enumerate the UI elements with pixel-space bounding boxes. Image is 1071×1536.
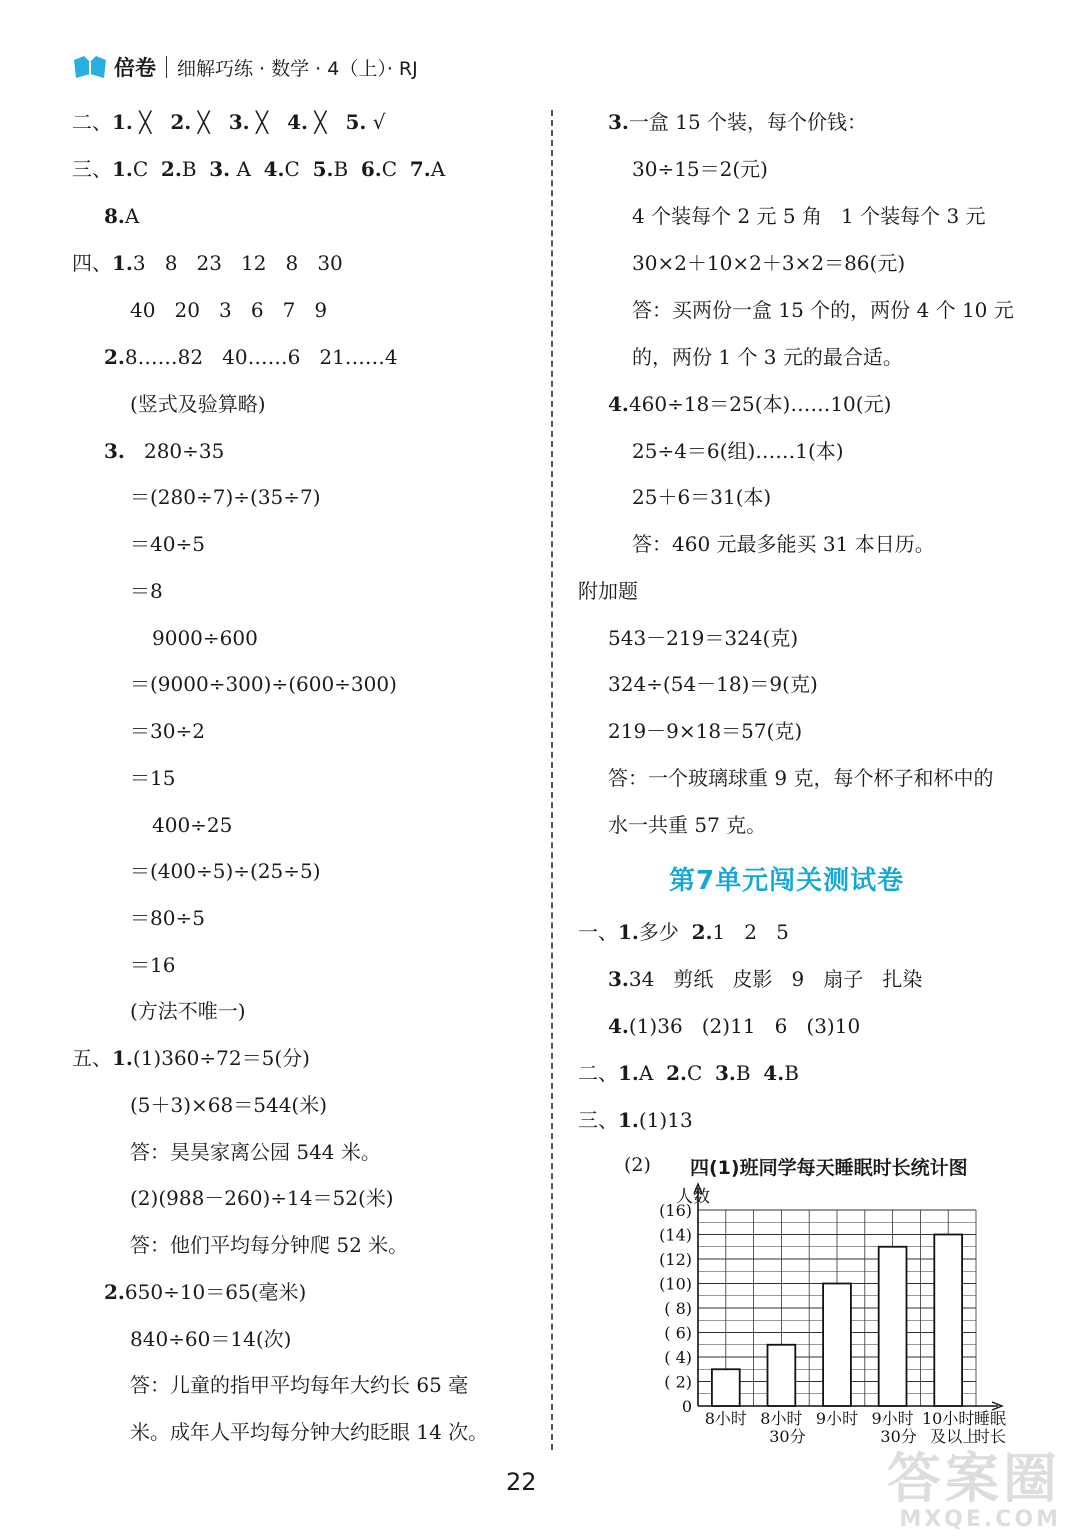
y-tick-label: 0 — [681, 1397, 692, 1416]
answer-text: 二、 — [72, 110, 112, 134]
answer-line — [130, 1231, 408, 1259]
answer-text: 219－9×18＝57(克) — [608, 719, 803, 743]
item-number: 3. — [228, 110, 250, 134]
answer-line — [104, 1278, 306, 1306]
x-axis-label: 睡眠 — [973, 1409, 1007, 1428]
answer-line — [130, 1184, 394, 1212]
answer-line — [632, 437, 844, 465]
item-number: 6. — [360, 157, 382, 181]
answer-text: (方法不唯一) — [130, 999, 246, 1023]
answer-line — [72, 1044, 310, 1072]
item-number: 2. — [160, 157, 182, 181]
answer-line — [104, 437, 224, 465]
answer-text: ＝80÷5 — [130, 906, 205, 930]
answer-line — [130, 483, 321, 511]
answer-text: A — [124, 204, 140, 228]
answer-line — [152, 624, 258, 652]
answer-text: 25÷4＝6(组)……1(本) — [632, 439, 844, 463]
answer-line — [632, 202, 986, 230]
header-separator — [166, 56, 167, 78]
answer-line — [608, 108, 867, 136]
answer-text: 答：买两份一盒 15 个的，两份 4 个 10 元 — [632, 298, 1014, 322]
answer-text: ╳ — [132, 110, 171, 134]
answer-text: 五、 — [72, 1046, 112, 1070]
answer-line — [130, 904, 205, 932]
x-tick-label: 10小时 — [922, 1409, 975, 1428]
item-number: 2. — [104, 345, 125, 369]
answer-text: 840÷60＝14(次) — [130, 1327, 292, 1351]
watermark — [887, 1447, 1061, 1532]
bar — [823, 1284, 851, 1407]
item-number: 4. — [763, 1061, 785, 1085]
item-number: 5. — [312, 157, 334, 181]
answer-text: C — [132, 157, 161, 181]
answer-text: A — [230, 157, 264, 181]
answer-text: 30÷15＝2(元) — [632, 157, 768, 181]
y-tick-label: ( 4) — [664, 1348, 692, 1367]
answer-line — [130, 1138, 381, 1166]
answer-text: √ — [366, 110, 386, 134]
answer-text: 的，两份 1 个 3 元的最合适。 — [632, 345, 903, 369]
answer-text: 9000÷600 — [152, 626, 258, 650]
x-tick-label: 30分 — [880, 1427, 917, 1446]
answer-line — [608, 717, 802, 745]
answer-text: ＝16 — [130, 953, 176, 977]
x-tick-label: 8小时 — [704, 1409, 747, 1428]
answer-text: 8……82 40……6 21……4 — [124, 345, 398, 369]
answer-text: B — [181, 157, 210, 181]
answer-line — [130, 1091, 327, 1119]
answer-line — [130, 296, 327, 324]
chart-title: 四(1)班同学每天睡眠时长统计图 — [690, 1157, 968, 1179]
answer-line — [130, 390, 266, 418]
y-tick-label: (14) — [659, 1225, 692, 1245]
answer-line — [72, 249, 343, 277]
item-number: 4. — [608, 1014, 629, 1038]
item-number: 1. — [618, 1061, 639, 1085]
answer-text: 四、 — [72, 251, 112, 275]
bar — [879, 1247, 907, 1406]
unit-heading: 第7单元闯关测试卷 — [669, 866, 905, 896]
logo-text: 倍卷 — [114, 55, 156, 80]
answer-line — [130, 1371, 468, 1399]
answer-text: B — [784, 1061, 799, 1085]
answer-line — [578, 918, 789, 946]
answer-line — [578, 1106, 693, 1134]
answer-text: 400÷25 — [152, 813, 233, 837]
answer-text: ＝40÷5 — [130, 532, 205, 556]
item-number: 2. — [104, 1280, 125, 1304]
answer-text: 答：昊昊家离公园 544 米。 — [130, 1140, 381, 1164]
answer-text: 650÷10＝65(毫米) — [124, 1280, 307, 1304]
column-divider — [551, 110, 553, 1450]
item-number: 2. — [691, 920, 713, 944]
answer-text: ╳ — [249, 110, 288, 134]
answer-text: ＝(400÷5)÷(25÷5) — [130, 859, 321, 883]
answer-line — [608, 670, 818, 698]
answer-text: 4 个装每个 2 元 5 角 1 个装每个 3 元 — [632, 204, 986, 228]
item-number: 1. — [112, 110, 133, 134]
answer-text: 3 8 23 12 8 30 — [132, 251, 343, 275]
answer-line — [608, 811, 766, 839]
answer-text: ╳ — [191, 110, 229, 134]
item-number: 4. — [608, 392, 629, 416]
answer-line — [152, 811, 232, 839]
page-header — [72, 52, 418, 82]
answer-text: ＝8 — [130, 579, 163, 603]
y-tick-label: ( 2) — [664, 1372, 692, 1392]
item-number: 1. — [112, 251, 133, 275]
x-tick-label: 8小时 — [760, 1409, 803, 1428]
answer-text: (1)13 — [638, 1108, 693, 1132]
answer-text: 答：儿童的指甲平均每年大约长 65 毫 — [130, 1373, 469, 1397]
sleep-bar-chart — [640, 1170, 1020, 1450]
bar — [768, 1345, 796, 1406]
item-number: 3. — [209, 157, 231, 181]
answer-text: B — [333, 157, 361, 181]
answer-line — [130, 997, 246, 1025]
answer-text: C — [381, 157, 410, 181]
answer-line — [130, 1325, 291, 1353]
answer-line — [130, 670, 397, 698]
x-tick-label: 及以上 — [930, 1427, 979, 1446]
answer-line — [608, 1012, 860, 1040]
answer-line — [632, 155, 768, 183]
answer-text: B — [735, 1061, 764, 1085]
answer-text: 答：460 元最多能买 31 本日历。 — [632, 532, 935, 556]
y-tick-label: (12) — [659, 1250, 692, 1269]
y-tick-label: ( 6) — [664, 1323, 692, 1343]
answer-line — [130, 764, 175, 792]
page-number: 22 — [506, 1468, 537, 1496]
y-tick-label: (16) — [659, 1201, 692, 1220]
bar — [712, 1369, 740, 1406]
answer-line — [130, 577, 163, 605]
chart-question-label: (2) — [624, 1154, 651, 1176]
answer-text: 1 2 5 — [712, 920, 789, 944]
answer-line — [104, 202, 139, 230]
item-number: 1. — [112, 1046, 133, 1070]
answer-text: 米。成年人平均每分钟大约眨眼 14 次。 — [130, 1420, 489, 1444]
answer-text: 附加题 — [578, 579, 638, 603]
watermark-logo-text: 答案圈 — [887, 1447, 1061, 1510]
watermark-url: MXQE.COM — [899, 1507, 1061, 1532]
answer-line — [632, 249, 905, 277]
answer-text: C — [686, 1061, 715, 1085]
answer-text: 543－219＝324(克) — [608, 626, 799, 650]
item-number: 2. — [666, 1061, 687, 1085]
answer-text: 水一共重 57 克。 — [608, 813, 767, 837]
answer-text: A — [638, 1061, 667, 1085]
answer-text: (1)36 (2)11 6 (3)10 — [628, 1014, 861, 1038]
y-axis-label: 人数 — [676, 1187, 710, 1207]
item-number: 1. — [618, 920, 639, 944]
answer-line — [130, 951, 175, 979]
item-number: 3. — [104, 439, 125, 463]
answer-text: 三、 — [72, 157, 112, 181]
answer-line — [104, 343, 398, 371]
answer-text: (1)360÷72＝5(分) — [132, 1046, 310, 1070]
item-number: 4. — [263, 157, 285, 181]
x-tick-label: 30分 — [769, 1427, 806, 1446]
answer-line — [130, 530, 205, 558]
answer-text: 多少 — [638, 920, 692, 944]
answer-text: 40 20 3 6 7 9 — [130, 298, 328, 322]
answer-text: ＝(9000÷300)÷(600÷300) — [130, 672, 397, 696]
answer-text: 34 剪纸 皮影 9 扇子 扎染 — [628, 967, 923, 991]
answer-line — [608, 390, 891, 418]
y-tick-label: (10) — [659, 1274, 692, 1294]
answer-line — [130, 717, 205, 745]
item-number: 7. — [409, 157, 431, 181]
answer-line — [632, 343, 903, 371]
answer-line — [608, 764, 993, 792]
item-number: 3. — [608, 967, 629, 991]
bar — [934, 1235, 962, 1407]
item-number: 1. — [112, 157, 133, 181]
answer-text: 280÷35 — [124, 439, 225, 463]
answer-line — [72, 108, 386, 136]
answer-text: A — [430, 157, 446, 181]
item-number: 1. — [618, 1108, 639, 1132]
item-number: 3. — [608, 110, 629, 134]
answer-line — [72, 155, 445, 183]
answer-text: 答：他们平均每分钟爬 52 米。 — [130, 1233, 409, 1257]
answer-line — [632, 296, 1014, 324]
x-tick-label: 9小时 — [815, 1409, 859, 1428]
answer-text: 324÷(54－18)＝9(克) — [608, 672, 818, 696]
answer-text: 25＋6＝31(本) — [632, 485, 772, 509]
answer-text: 答：一个玻璃球重 9 克，每个杯子和杯中的 — [608, 766, 994, 790]
answer-text: 460÷18＝25(本)……10(元) — [628, 392, 892, 416]
x-tick-label: 9小时 — [871, 1409, 914, 1428]
answer-text: 一盒 15 个装，每个价钱： — [628, 110, 868, 134]
answer-line — [608, 965, 922, 993]
answer-text: (竖式及验算略) — [130, 392, 266, 416]
answer-line — [130, 1418, 488, 1446]
x-axis-label: 时长 — [973, 1427, 1007, 1446]
item-number: 8. — [104, 204, 125, 228]
item-number: 3. — [714, 1061, 736, 1085]
y-tick-label: ( 8) — [664, 1299, 692, 1318]
answer-text: 三、 — [578, 1108, 618, 1132]
book-title: 细解巧练 · 数学 · 4（上）· RJ — [177, 57, 418, 80]
answer-text: ＝30÷2 — [130, 719, 205, 743]
answer-text: ＝(280÷7)÷(35÷7) — [130, 485, 321, 509]
item-number: 2. — [170, 110, 192, 134]
book-logo-icon — [72, 54, 108, 80]
answer-line — [608, 624, 798, 652]
answer-text: (2)(988－260)÷14＝52(米) — [130, 1186, 394, 1210]
answer-text: 二、 — [578, 1061, 618, 1085]
answer-line — [578, 577, 638, 605]
answer-text: C — [284, 157, 313, 181]
answer-line — [632, 483, 771, 511]
answer-text: ＝15 — [130, 766, 176, 790]
answer-text: 一、 — [578, 920, 618, 944]
answer-text: ╳ — [308, 110, 346, 134]
item-number: 5. — [345, 110, 367, 134]
item-number: 4. — [287, 110, 309, 134]
answer-line — [578, 1059, 799, 1087]
answer-line — [632, 530, 935, 558]
answer-line — [130, 857, 321, 885]
brand-logo — [72, 54, 108, 80]
answer-text: 30×2＋10×2＋3×2＝86(元) — [632, 251, 906, 275]
answer-text: (5＋3)×68＝544(米) — [130, 1093, 328, 1117]
